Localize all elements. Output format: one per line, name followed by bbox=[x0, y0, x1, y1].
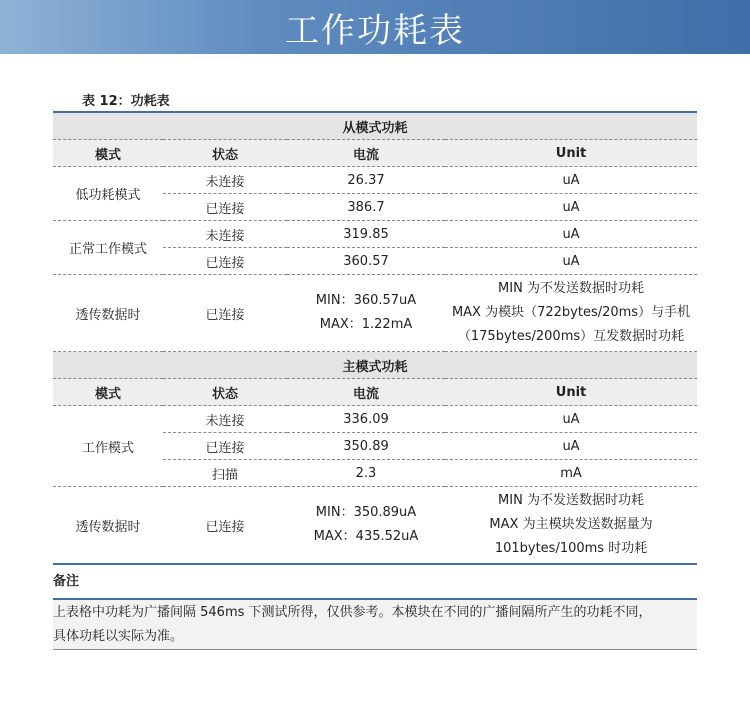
col-header-mode: 模式 bbox=[53, 379, 163, 406]
header-banner bbox=[0, 0, 750, 54]
state-cell: 已连接 bbox=[163, 275, 287, 352]
col-header-unit: Unit bbox=[445, 379, 697, 406]
unit-note-line: MAX 为模块（722bytes/20ms）与手机 bbox=[451, 305, 691, 320]
table-row bbox=[53, 406, 697, 433]
unit-cell: mA bbox=[445, 460, 697, 487]
unit-cell: uA bbox=[445, 194, 697, 221]
remarks-title: 备注 bbox=[53, 574, 80, 589]
remarks-line: 具体功耗以实际为准。 bbox=[53, 629, 184, 644]
state-cell: 已连接 bbox=[163, 194, 287, 221]
current-cell: 360.57 bbox=[287, 248, 445, 275]
table-row bbox=[53, 487, 697, 565]
unit-cell: uA bbox=[445, 167, 697, 194]
unit-cell bbox=[445, 487, 697, 565]
mode-cell: 透传数据时 bbox=[53, 275, 163, 352]
section-row-master bbox=[53, 352, 697, 379]
table-caption: 表 12：功耗表 bbox=[82, 94, 170, 109]
section-title-master: 主模式功耗 bbox=[53, 352, 697, 379]
unit-cell: uA bbox=[445, 406, 697, 433]
mode-cell: 工作模式 bbox=[53, 406, 163, 487]
current-cell: 2.3 bbox=[287, 460, 445, 487]
column-header-row bbox=[53, 379, 697, 406]
unit-cell: uA bbox=[445, 433, 697, 460]
current-cell: 336.09 bbox=[287, 406, 445, 433]
mode-cell: 透传数据时 bbox=[53, 487, 163, 565]
unit-note-line: MIN 为不发送数据时功耗 bbox=[498, 281, 644, 296]
state-cell: 已连接 bbox=[163, 433, 287, 460]
unit-cell: uA bbox=[445, 248, 697, 275]
state-cell: 已连接 bbox=[163, 487, 287, 565]
state-cell: 未连接 bbox=[163, 406, 287, 433]
section-row-slave bbox=[53, 112, 697, 140]
current-cell: 26.37 bbox=[287, 167, 445, 194]
page-title: 工作功耗表 bbox=[285, 10, 465, 51]
remarks-line: 上表格中功耗为广播间隔 546ms 下测试所得，仅供参考。本模块在不同的广播间隔所产生的功耗不同， bbox=[53, 605, 652, 620]
unit-cell: uA bbox=[445, 221, 697, 248]
state-cell: 已连接 bbox=[163, 248, 287, 275]
table-row bbox=[53, 221, 697, 248]
current-cell: 319.85 bbox=[287, 221, 445, 248]
state-cell: 未连接 bbox=[163, 221, 287, 248]
table-row bbox=[53, 167, 697, 194]
current-cell: 386.7 bbox=[287, 194, 445, 221]
unit-cell bbox=[445, 275, 697, 352]
col-header-unit: Unit bbox=[445, 140, 697, 167]
section-title-slave: 从模式功耗 bbox=[53, 112, 697, 140]
col-header-current: 电流 bbox=[287, 140, 445, 167]
current-cell: 350.89 bbox=[287, 433, 445, 460]
current-min: MIN：350.89uA bbox=[315, 505, 417, 520]
current-max: MAX：1.22mA bbox=[319, 317, 413, 332]
column-header-row bbox=[53, 140, 697, 167]
state-cell: 扫描 bbox=[163, 460, 287, 487]
mode-cell: 正常工作模式 bbox=[53, 221, 163, 275]
col-header-mode: 模式 bbox=[53, 140, 163, 167]
table-row bbox=[53, 275, 697, 352]
unit-note-line: MAX 为主模块发送数据量为 bbox=[489, 517, 653, 532]
col-header-current: 电流 bbox=[287, 379, 445, 406]
unit-note-line: MIN 为不发送数据时功耗 bbox=[498, 493, 644, 508]
col-header-state: 状态 bbox=[163, 379, 287, 406]
unit-note-line: 101bytes/100ms 时功耗 bbox=[494, 541, 648, 556]
current-max: MAX：435.52uA bbox=[313, 529, 419, 544]
remarks-box bbox=[53, 598, 697, 650]
current-min: MIN：360.57uA bbox=[315, 293, 417, 308]
unit-note-line: （175bytes/200ms）互发数据时功耗 bbox=[457, 329, 685, 344]
current-cell bbox=[287, 487, 445, 565]
mode-cell: 低功耗模式 bbox=[53, 167, 163, 221]
col-header-state: 状态 bbox=[163, 140, 287, 167]
power-table bbox=[53, 111, 697, 565]
current-cell bbox=[287, 275, 445, 352]
state-cell: 未连接 bbox=[163, 167, 287, 194]
